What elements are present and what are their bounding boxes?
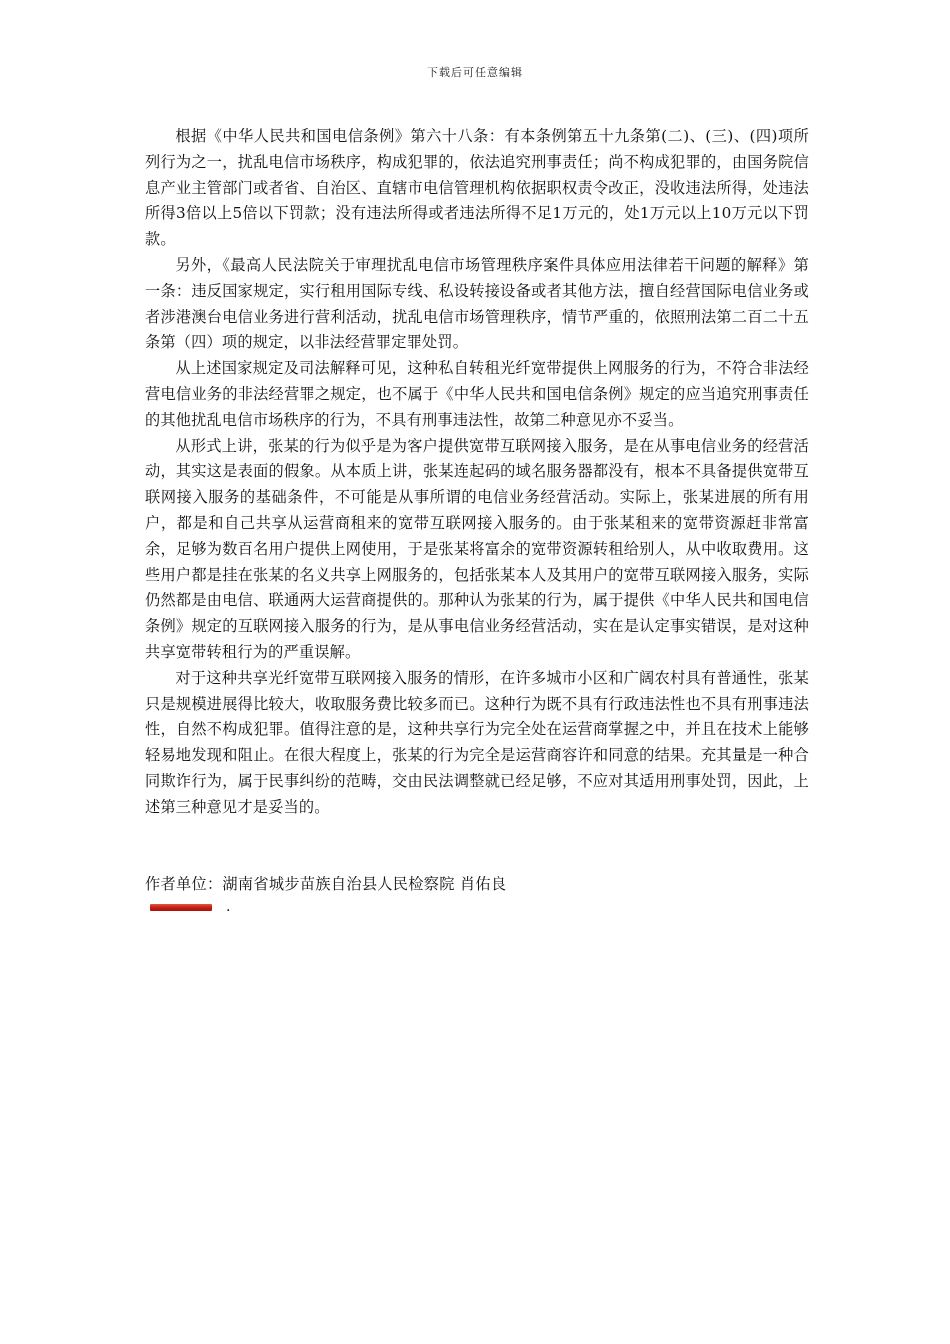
- footer-decoration: [150, 899, 231, 915]
- document-body: [145, 124, 809, 821]
- author-line: 作者单位：湖南省城步苗族自治县人民检察院 肖佑良: [145, 875, 507, 893]
- footer-dot: .: [226, 899, 231, 915]
- page-header: 下载后可任意编辑: [427, 66, 523, 79]
- paragraph-second-opinion: 从上述国家规定及司法解释可见，这种私自转租光纤宽带提供上网服务的行为，不符合非法经营电信业务的非法经营罪之规定，也不属于《中华人民共和国电信条例》规定的应当追究刑事责任的其他扰乱电信市场秩序的行为，不具有刑事违法性，故第二种意见亦不妥当。: [145, 359, 809, 429]
- paragraph-form-vs-substance: 从形式上讲，张某的行为似乎是为客户提供宽带互联网接入服务，是在从事电信业务的经营活动，其实这是表面的假象。从本质上讲，张某连起码的域名服务器都没有，根本不具备提供宽带互联网接入服务的基础条件，不可能是从事所谓的电信业务经营活动。实际上，张某进展的所有用户，都是和自己共享从运营商租来的宽带互联网接入服务的。由于张某租来的宽带资源赶非常富余，足够为数百名用户提供上网使用，于是张某将富余的宽带资源转租给别人，从中收取费用。这些用户都是挂在张某的名义共享上网服务的，包括张某本人及其用户的宽带互联网接入服务，实际仍然都是由电信、联通两大运营商提供的。那种认为张某的行为，属于提供《中华人民共和国电信条例》规定的互联网接入服务的行为，是从事电信业务经营活动，实在是认定事实错误，是对这种共享宽带转租行为的严重误解。: [145, 436, 809, 661]
- paragraph-article-68: 根据《中华人民共和国电信条例》第六十八条：有本条例第五十九条第(二)、(三)、(四)项所列行为之一，扰乱电信市场秩序，构成犯罪的，依法追究刑事责任；尚不构成犯罪的，由国务院信息产业主管部门或者省、自治区、直辖市电信管理机构依据职权责令改正，没收违法所得，处违法所得3倍以上5倍以下罚款；没有违法所得或者违法所得不足1万元的，处1万元以上10万元以下罚款。: [145, 127, 809, 249]
- paragraph-conclusion: 对于这种共享光纤宽带互联网接入服务的情形，在许多城市小区和广阔农村具有普通性，张某只是规模进展得比较大，收取服务费比较多而已。这种行为既不具有行政违法性也不具有刑事违法性，自然不构成犯罪。值得注意的是，这种共享行为完全处在运营商掌握之中，并且在技术上能够轻易地发现和阻止。在很大程度上，张某的行为完全是运营商容许和同意的结果。充其量是一种合同欺诈行为，属于民事纠纷的范畴，交由民法调整就已经足够，不应对其适用刑事处罚，因此，上述第三种意见才是妥当的。: [145, 668, 809, 816]
- paragraph-judicial-interpretation: 另外，《最高人民法院关于审理扰乱电信市场管理秩序案件具体应用法律若干问题的解释》第一条：违反国家规定，实行租用国际专线、私设转接设备或者其他方法，擅自经营国际电信业务或者涉港澳台电信业务进行营利活动，扰乱电信市场管理秩序，情节严重的，依照刑法第二百二十五条第（四）项的规定，以非法经营罪定罪处罚。: [145, 255, 809, 352]
- red-bar-divider: [150, 904, 212, 911]
